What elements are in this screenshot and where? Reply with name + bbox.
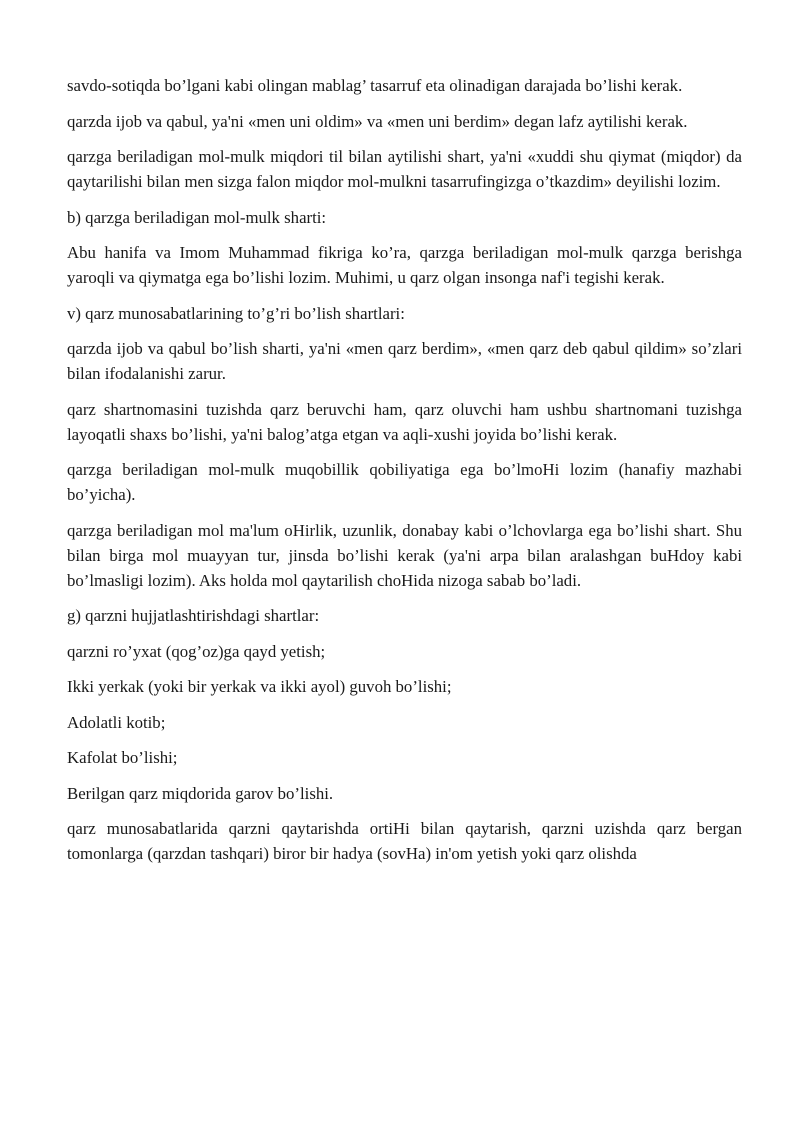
paragraph: qarzga beriladigan mol ma'lum oHirlik, uzunlik, donabay kabi o’lchovlarga ega bo’lishi shart. Shu bilan birga mol muayyan tur, jinsda bo’lishi kerak (ya'ni arpa bilan aralashgan buHdoy kabi bo’lmasligi lozim). Aks holda mol qaytarilish choHida nizoga sabab bo’ladi. xyxy=(67,520,742,590)
section-heading-g: g) qarzni hujjatlashtirishdagi shartlar: xyxy=(67,606,320,625)
document-page xyxy=(67,73,742,877)
list-item: Adolatli kotib; xyxy=(67,712,166,732)
paragraph: qarzda ijob va qabul bo’lish sharti, ya'ni «men qarz berdim», «men qarz deb qabul qildim» so’zlari bilan ifodalanishi zarur. xyxy=(67,339,742,383)
section-heading-v: v) qarz munosabatlarining to’g’ri bo’lish shartlari: xyxy=(67,303,405,323)
section-heading-b: b) qarzga beriladigan mol-mulk sharti: xyxy=(67,207,327,227)
paragraph: qarz shartnomasini tuzishda qarz beruvchi ham, qarz oluvchi ham ushbu shartnomani tuzishga layoqatli shaxs bo’lishi, ya'ni balog’atga etgan va aqli-xushi joyida bo’lishi kerak. xyxy=(67,399,742,444)
paragraph: Abu hanifa va Imom Muhammad fikriga ko’ra, qarzga beriladigan mol-mulk qarzga berishga yaroqli va qiymatga ega bo’lishi lozim. Muhimi, u qarz olgan insonga naf'i tegishi kerak. xyxy=(67,243,742,287)
list-item: Kafolat bo’lishi; xyxy=(67,748,178,767)
list-item: qarzni ro’yxat (qog’oz)ga qayd yetish; xyxy=(67,641,326,661)
paragraph: qarz munosabatlarida qarzni qaytarishda ortiHi bilan qaytarish, qarzni uzishda qarz bergan tomonlarga (qarzdan tashqari) biror bir hadya (sovHa) in'om yetish yoki qarz olishda xyxy=(67,819,742,863)
paragraph: qarzga beriladigan mol-mulk muqobillik qobiliyatiga ega bo’lmoHi lozim (hanafiy mazhabi bo’yicha). xyxy=(67,460,742,504)
paragraph: savdo-sotiqda bo’lgani kabi olingan mablag’ tasarruf eta olinadigan darajada bo’lishi kerak. xyxy=(67,76,683,95)
paragraph: qarzga beriladigan mol-mulk miqdori til bilan aytilishi shart, ya'ni «xuddi shu qiymat (miqdor) da qaytarilishi bilan men sizga falon miqdor mol-mulkni tasarrufingizga o’tkazdim» deyilishi lozim. xyxy=(67,147,742,191)
paragraph: qarzda ijob va qabul, ya'ni «men uni oldim» va «men uni berdim» degan lafz aytilishi kerak. xyxy=(67,111,688,131)
list-item: Ikki yerkak (yoki bir yerkak va ikki ayol) guvoh bo’lishi; xyxy=(67,677,452,696)
list-item: Berilgan qarz miqdorida garov bo’lishi. xyxy=(67,783,334,803)
